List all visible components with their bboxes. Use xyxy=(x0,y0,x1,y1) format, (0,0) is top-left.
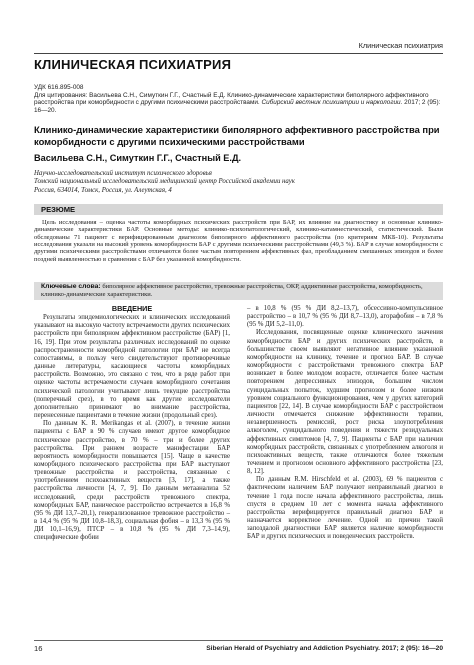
authors: Васильева С.Н., Симуткин Г.Г., Счастный Е.Д. xyxy=(34,153,242,163)
citation xyxy=(34,92,446,115)
abstract-body xyxy=(34,219,443,263)
article-meta xyxy=(34,84,446,114)
header-rule xyxy=(34,53,443,54)
body-paragraph: – в 10,8 % (95 % ДИ 8,2–13,7), обсессивно-компульсивное расстройство – в 10,7 % (95 % ДИ 8,7–13,0), агорафобия – в 7,8 % (95 % ДИ 5,2–11,0). xyxy=(247,305,443,329)
abstract-text: Цель исследования – оценка частоты коморбидных психических расстройств при БАР, их влияние на диагностику и основные клинико-динамические характеристики БАР. Основные методы: клинико-психопатологический, клинико-катамнестический, статистический. Были обследованы 71 пациент с верифицированным диагнозом биполярного аффективного расстройства (по критериям МКБ-10). Результаты исследования указали на высокий уровень коморбидности БАР с другими психическими расстройствами (49,3 %). БАР в случае коморбидности с другими психическими расстройствами отличаются более частым повторением аффективных фаз, преобладанием смешанных эпизодов и более поздней выявленностью в сравнении с БАР без указанной коморбидности. xyxy=(34,219,443,263)
udk-code: УДК 616.895-008 xyxy=(34,84,84,91)
body-column-right xyxy=(247,305,443,542)
footer-rule xyxy=(34,640,443,641)
citation-label: Для цитирования: xyxy=(34,91,88,99)
abstract-header xyxy=(34,204,443,215)
keywords-label: Ключевые слова: xyxy=(41,283,101,290)
keywords xyxy=(41,283,437,299)
citation-tail: 2017; 2 (95): 16—20. xyxy=(34,99,441,114)
footer-journal: Siberian Herald of Psychiatry and Addiction Psychiatry. 2017; 2 (95): 16—20 xyxy=(206,645,443,652)
affiliation-line: Россия, 634014, Томск, Россия, ул. Алеутская, 4 xyxy=(34,186,172,194)
keywords-text: биполярное аффективное расстройство, тревожные расстройства, ОКР, аддиктивные расстройства, коморбидность, клинико-динамические характеристики. xyxy=(41,283,423,298)
affiliation-line: Томский национальный исследовательский медицинский центр Российской академии наук xyxy=(34,178,295,186)
keywords-box xyxy=(34,282,443,300)
body-column-left xyxy=(34,305,230,543)
page-number: 16 xyxy=(34,644,43,653)
running-head: Клиническая психиатрия xyxy=(358,41,443,50)
citation-journal: Сибирский вестник психиатрии и наркологии. xyxy=(261,99,403,107)
citation-text: Васильева С.Н., Симуткин Г.Г., Счастный Е.Д. Клинико-динамические характеристики биполярного аффективного расстройства при коморбидности с другими психическими расстройствами. xyxy=(34,91,429,107)
section-title: КЛИНИЧЕСКАЯ ПСИХИАТРИЯ xyxy=(34,57,232,72)
article-title: Клинико-динамические характеристики биполярного аффективного расстройства при коморбидности с другими психическими расстройствами xyxy=(34,124,440,147)
body-paragraph: По данным K. R. Merikangas et al. (2007), в течение жизни пациенты с БАР в 90 % случаев имеют другое коморбидное психическое расстройство, в 70 % – три и более других расстройства. При раннем возрасте манифестации БАР вероятность коморбидности повышается [15]. Чаще в качестве коморбидного психического расстройства при БАР выступают тревожные расстройства и расстройства, связанные с употреблением психоактивных веществ [3, 17], а также расстройства личности [4, 7, 9]. По данным метаанализа 52 исследований, среди расстройств тревожного спектра, коморбидных БАР, паническое расстройство встречается в 16,8 % (95 % ДИ 13,7–20,1), генерализованное тревожное расстройство – в 14,4 % (95 % ДИ 10,8–18,3), социальная фобия – в 13,3 % (95 % ДИ 10,1–16,9), ПТСР – в 10,8 % (95 % ДИ 7,3–14,9), специфические фобии xyxy=(34,420,230,542)
affiliation xyxy=(34,170,434,195)
body-paragraph: По данным R.M. Hirschfeld et al. (2003), 69 % пациентов с фактическим наличием БАР получают неправильный диагноз в течение 1 года после начала аффективного расстройства, лишь спустя в среднем 10 лет с момента начала аффективного расстройства верифицируется правильный диагноз БАР и назначается корректное лечение. Одной из причин такой запоздалой диагностики БАР является наличие коморбидности БАР и других психических и поведенческих расстройств. xyxy=(247,476,443,541)
intro-heading: ВВЕДЕНИЕ xyxy=(111,304,153,313)
abstract-title: РЕЗЮМЕ xyxy=(41,205,76,214)
body-paragraph: Результаты эпидемиологических и клинических исследований указывают на высокую частоту встречаемости других психических расстройств при биполярном аффективном расстройстве (БАР) [1, 16, 19]. При этом результаты различных исследований по оценке распространенности коморбидной патологии при БАР не всегда сопоставимы, в пользу чего свидетельствуют противоречивые данные литературы, касающиеся частоты коморбидных расстройств. Возможно, это связано с тем, что в ряде работ при оценке частоты встречаемости случаев коморбидного сочетания психической патологии учитывают лишь текущие расстройства (поперечный срез), в то время как другие исследователи дополнительно принимают во внимание расстройства, перенесенные пациентами в течение жизни (продольный срез). xyxy=(34,314,230,420)
body-paragraph: Исследования, посвященные оценке клинического значения коморбидности БАР и других психических расстройств, в большинстве своем выявляют негативное влияние указанной коморбидности на клинику, течение и прогноз БАР. В случае коморбидности с расстройствами тревожного спектра БАР возникает в более молодом возрасте, отличается более частым повторением депрессивных эпизодов, большим числом суицидальных попыток, худшим прогнозом и более низким уровнем социального функционирования, чем у других категорий пациентов [22, 14]. В случае коморбидности БАР с расстройством личности отмечается снижение эффективности терапии, незавершенность ремиссий, рост риска злоупотребления алкоголем, суицидального поведения и тяжести резидуальных аффективных симптомов [4, 7, 9]. Пациенты с БАР при наличии коморбидных расстройств, связанных с употреблением алкоголя и психоактивных веществ, также отличаются более тяжелым течением и прогнозом основного аффективного расстройства [23, 8, 12]. xyxy=(247,329,443,476)
affiliation-line: Научно-исследовательский институт психического здоровья xyxy=(34,170,212,177)
